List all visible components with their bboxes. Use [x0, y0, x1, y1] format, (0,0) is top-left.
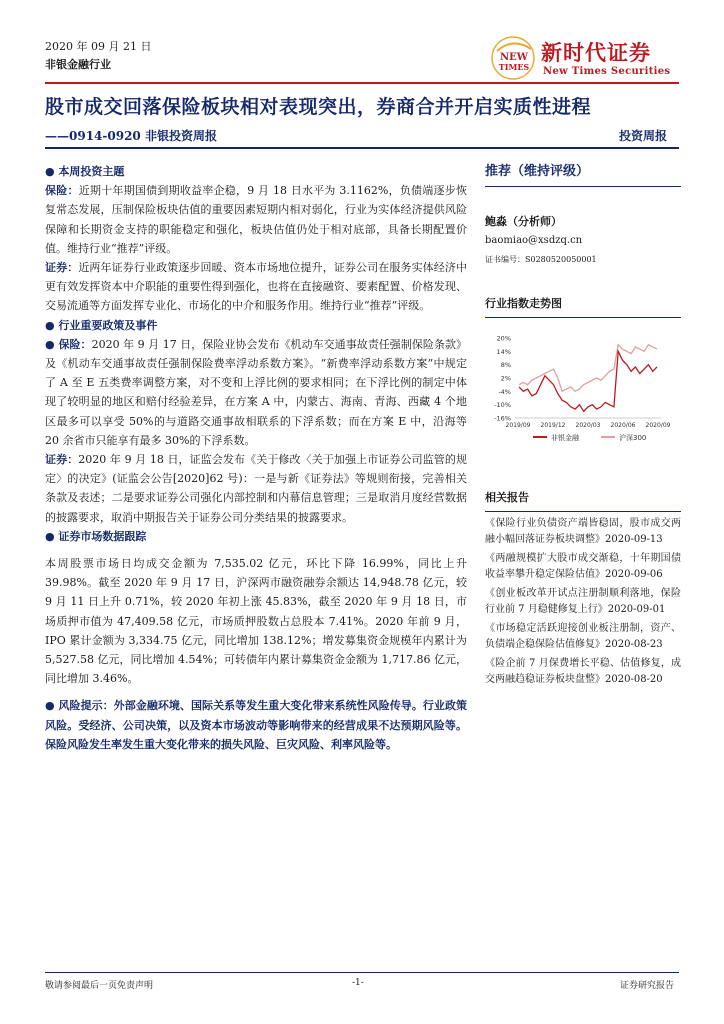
related-heading: 相关报告 [485, 491, 529, 504]
y-tick-label: -4% [498, 387, 511, 396]
analyst-name: 鲍淼（分析师） [485, 215, 562, 228]
paragraph-securities-policy [45, 450, 467, 527]
related-heading-rule [485, 511, 681, 512]
header-rule [45, 82, 679, 84]
risk-warning: ● 风险提示：外部金融环境、国际关系等发生重大变化带来系统性风险传导。行业政策风险。受经济、公司决策，以及资本市场波动等影响带来的经营成果不达预期风险等。保险风险发生率发生重大变化带来的损失风险、巨灾风险、利率风险等。 [45, 699, 467, 751]
legend-label: 沪深300 [619, 434, 647, 442]
keyword-insurance: 保险： [45, 184, 79, 198]
keyword-insurance-policy: ● 保险： [45, 337, 92, 351]
x-tick-label: 2020/03 [575, 422, 601, 429]
related-item[interactable]: 《两融规模扩大股市成交渐稳，十年期国债收益率攀升稳定保险估值》2020-09-06 [485, 553, 681, 580]
related-item[interactable]: 《市场稳定活跃迎接创业板注册制，资产、负债端企稳保险估值修复》2020-08-23 [485, 623, 681, 650]
related-list [485, 516, 681, 688]
y-tick-label: 2% [500, 374, 511, 383]
company-logo [487, 33, 687, 83]
x-tick-label: 2020/06 [610, 422, 636, 429]
x-tick-label: 2020/09 [645, 422, 671, 429]
keyword-securities-policy: 证券： [45, 453, 79, 467]
section-heading-market-data: ● 证券市场数据跟踪 [45, 529, 147, 543]
paragraph-insurance-policy [45, 335, 467, 450]
logo-name-cn: 新时代证券 [541, 41, 651, 65]
paragraph-securities-theme [45, 258, 467, 316]
rating: 推荐（维持评级） [485, 164, 590, 179]
page-number: -1- [352, 978, 364, 988]
footer-label: 证券研究报告 [620, 981, 675, 991]
related-item[interactable]: 《创业板改革开试点注册制顺利落地，保险行业前 7 月稳健修复上行》2020-09-01 [485, 588, 681, 615]
index-trend-chart [485, 330, 681, 455]
section-heading-theme: ● 本周投资主题 [45, 165, 125, 178]
report-subtitle: ——0914-0920 非银投资周报 [45, 129, 217, 143]
related-item[interactable]: 《保险行业负债资产端皆稳固，股市成交两融小幅回落证券板块调整》2020-09-13 [485, 518, 681, 545]
logo-name-en: New Times Securities [543, 66, 671, 77]
report-type: 投资周报 [619, 129, 668, 143]
x-tick-label: 2019/12 [540, 422, 566, 429]
y-tick-label: 8% [500, 361, 511, 370]
series-line [519, 351, 657, 411]
sidebar [485, 160, 681, 691]
title-rule [45, 147, 679, 149]
svg-text:TIMES: TIMES [498, 62, 530, 72]
x-tick-label: 2019/09 [505, 422, 531, 429]
keyword-securities: 证券： [45, 261, 79, 275]
sector-name: 非银金融行业 [45, 58, 111, 71]
legend-label: 非银金融 [551, 434, 579, 442]
text-securities-theme: 近两年证券行业政策逐步回暖、资本市场地位提升，证券公司在服务实体经济中更有效发挥资本中介职能的重要性得到强化，也将在直接融资、要素配置、价格发现、交易流通等方面发挥专业化、市场化的中介和服务作用。维持行业“推荐”评级。 [45, 261, 468, 313]
y-tick-label: 20% [496, 334, 511, 343]
rating-rule [485, 186, 681, 187]
chart-heading-rule [485, 317, 681, 318]
footer-rule [45, 972, 679, 973]
main-content [45, 162, 467, 754]
text-insurance-policy: 2020 年 9 月 17 日，保险业协会发布《机动车交通事故责任强制保险条款》及《机动车交通事故责任强制保险费率浮动系数方案》。“新费率浮动系数方案”中规定了 A 至 E 五类费率调整方案，对不变和上浮比例的要求相同；在下浮比例的制定中体现了较明显的地区和赔付经验差异，在方案 A 中，内蒙古、海南、青海、西藏 4 个地区最多可以享受 50%的与道路交通事故相联系的下浮系数；而在方案 E 中，沿海等 20 余省市只能享有最多 30%的下浮系数。 [45, 337, 467, 447]
svg-text:NEW: NEW [500, 52, 528, 63]
y-tick-label: -16% [494, 414, 511, 423]
chart-heading: 行业指数走势图 [485, 297, 562, 310]
paragraph-market-data: 本周股票市场日均成交金额为 7,535.02 亿元，环比下降 16.99%，同比上升 39.98%。截至 2020 年 9 月 17 日，沪深两市融资融券余额达 14,948.78 亿元，较 9 月 11 日上升 0.71%，较 2020 年初上涨 45.83%，截至 2020 年 9 月 18 日，市场质押市值为 47,409.58 亿元，市场质押股数占总股本 7.41%。2020 年前 9 月，IPO 累计金额为 3,334.75 亿元，同比增加 138.12%；增发募集资金规模年内累计为 5,527.58 亿元，同比增加 4.54%；可转债年内累计募集资金金额为 1,717.86 亿元，同比增加 3.46%。 [45, 557, 467, 686]
related-item[interactable]: 《险企前 7 月保费增长平稳、估值修复，成交两融趋稳证券板块盘整》2020-08-20 [485, 658, 681, 685]
section-heading-policy: ● 行业重要政策及事件 [45, 318, 158, 332]
y-tick-label: -10% [494, 401, 511, 410]
text-insurance-theme: 近期十年期国债到期收益率企稳，9 月 18 日水平为 3.1162%，负债端逐步恢复常态发展，压制保险板块估值的重要因素短期内相对弱化，行业为实体经济提供风险保障和长期资金支持的职能稳定和强化，板块估值仍处于相对底部，具备长期配置价值。维持行业“推荐”评级。 [45, 184, 468, 255]
spacer [45, 688, 467, 696]
analyst-email: baomiao@xsdzq.cn [485, 235, 583, 246]
spacer [45, 546, 467, 554]
logo-mark-icon [487, 33, 541, 83]
chart-container [485, 330, 681, 455]
y-tick-label: 14% [496, 347, 511, 356]
paragraph-insurance-theme [45, 181, 467, 258]
analyst-cert: 证书编号：S0280520050001 [485, 255, 597, 264]
report-title: 股市成交回落保险板块相对表现突出，券商合并开启实质性进程 [45, 96, 592, 118]
footer-disclaimer: 敬请参阅最后一页免责声明 [45, 981, 154, 991]
report-date: 2020 年 09 月 21 日 [45, 40, 152, 53]
text-securities-policy: 2020 年 9 月 18 日，证监会发布《关于修改〈关于加强上市证券公司监管的规定〉的决定》(证监会公告[2020]62 号)：一是与新《证券法》等规则衔接，完善相关条款及表述；二是要求证券公司强化内部控制和内幕信息管理；三是取消月度经营数据的披露要求，取消中期报告关于证券公司分类结果的披露要求。 [45, 453, 467, 524]
